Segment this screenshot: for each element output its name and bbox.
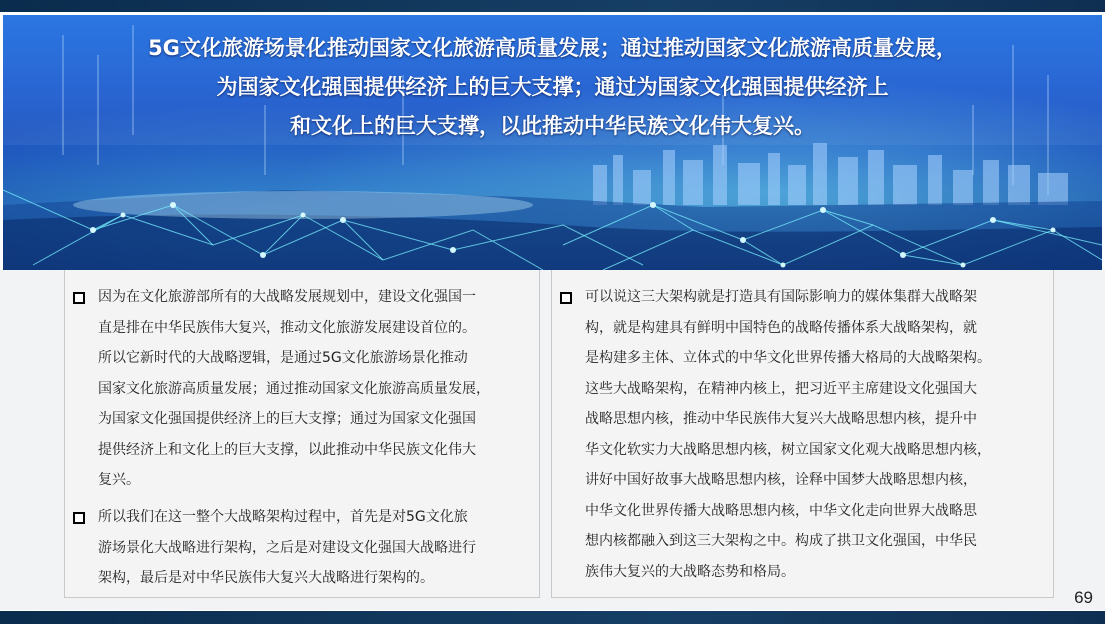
text-line: 族伟大复兴的大战略态势和格局。 xyxy=(585,563,795,580)
text-line: 游场景化大战略进行架构，之后是对建设文化强国大战略进行 xyxy=(98,539,476,556)
paragraph-text xyxy=(98,282,533,496)
paragraph-text xyxy=(98,502,533,594)
headline-line: 为国家文化强国提供经济上的巨大支撑；通过为国家文化强国提供经济上 xyxy=(216,75,889,99)
banner-headline xyxy=(3,29,1102,146)
text-line: 构，就是构建具有鲜明中国特色的战略传播体系大战略架构，就 xyxy=(585,319,977,336)
right-text-panel xyxy=(551,270,1054,598)
text-line: 直是排在中华民族伟大复兴，推动文化旅游发展建设首位的。 xyxy=(98,319,476,336)
text-line: 所以它新时代的大战略逻辑，是通过5G文化旅游场景化推动 xyxy=(98,350,468,366)
headline-line: 和文化上的巨大支撑，以此推动中华民族文化伟大复兴。 xyxy=(290,114,815,138)
text-line: 因为在文化旅游部所有的大战略发展规划中，建设文化强国一 xyxy=(98,289,476,305)
square-bullet-icon xyxy=(73,512,85,524)
text-line: 中华文化世界传播大战略思想内核，中华文化走向世界大战略思 xyxy=(585,502,977,519)
text-line: 战略思想内核，推动中华民族伟大复兴大战略思想内核，提升中 xyxy=(585,411,977,427)
paragraph-text xyxy=(585,282,1047,587)
top-decor-bar xyxy=(0,0,1105,12)
text-line: 国家文化旅游高质量发展；通过推动国家文化旅游高质量发展， xyxy=(98,380,490,397)
text-line: 复兴。 xyxy=(98,472,140,488)
headline-line: 5G文化旅游场景化推动国家文化旅游高质量发展；通过推动国家文化旅游高质量发展， xyxy=(148,36,957,60)
square-bullet-icon xyxy=(73,292,85,304)
square-bullet-icon xyxy=(560,292,572,304)
text-line: 架构，最后是对中华民族伟大复兴大战略进行架构的。 xyxy=(98,570,434,586)
text-line: 可以说这三大架构就是打造具有国际影响力的媒体集群大战略架 xyxy=(585,289,977,305)
text-line: 所以我们在这一整个大战略架构过程中，首先是对5G文化旅 xyxy=(98,509,468,525)
text-line: 讲好中国好故事大战略思想内核，诠释中国梦大战略思想内核， xyxy=(585,472,977,488)
bullet-paragraph xyxy=(560,282,1047,587)
text-line: 华文化软实力大战略思想内核，树立国家文化观大战略思想内核， xyxy=(585,441,991,458)
text-line: 这些大战略架构，在精神内核上，把习近平主席建设文化强国大 xyxy=(585,380,977,397)
bullet-paragraph xyxy=(73,282,533,496)
left-text-panel xyxy=(64,270,540,598)
banner-image xyxy=(3,15,1102,270)
bullet-paragraph xyxy=(73,502,533,594)
text-line: 为国家文化强国提供经济上的巨大支撑；通过为国家文化强国 xyxy=(98,411,476,427)
page-number: 69 xyxy=(1074,588,1093,607)
bottom-decor-bar xyxy=(0,611,1105,624)
text-line: 想内核都融入到这三大架构之中。构成了拱卫文化强国，中华民 xyxy=(585,533,977,549)
text-line: 是构建多主体、立体式的中华文化世界传播大格局的大战略架构。 xyxy=(585,350,991,366)
text-line: 提供经济上和文化上的巨大支撑，以此推动中华民族文化伟大 xyxy=(98,441,476,458)
